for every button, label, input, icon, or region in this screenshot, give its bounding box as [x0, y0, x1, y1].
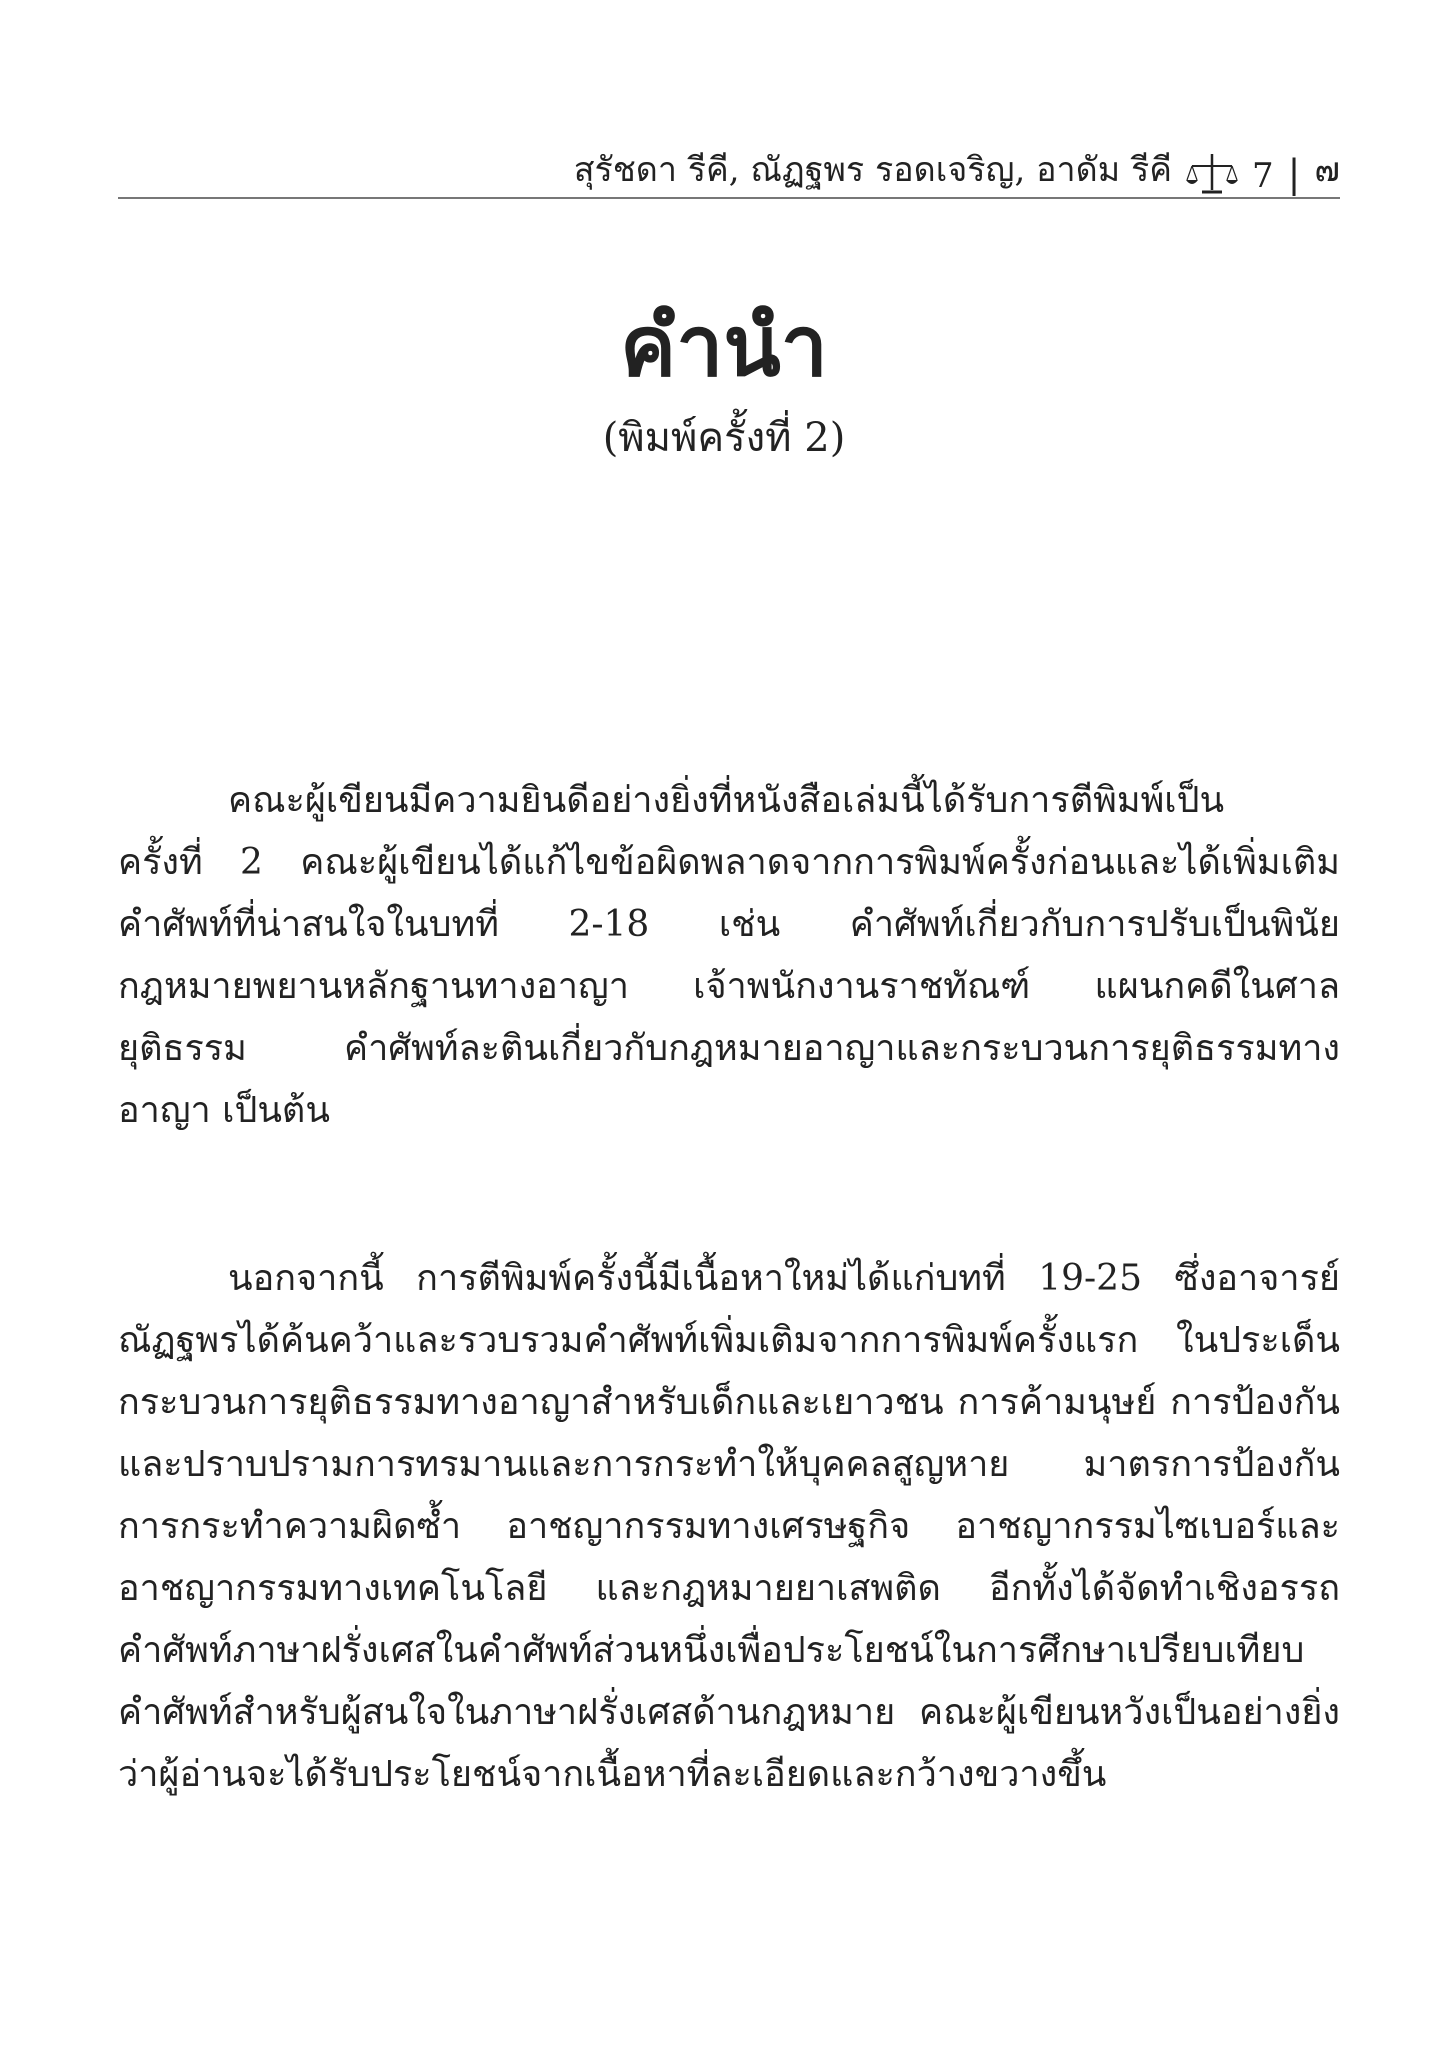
paragraph-line: คณะผู้เขียนมีความยินดีอย่างยิ่งที่หนังสือเล่มนี้ได้รับการตีพิมพ์เป็น	[228, 780, 1225, 821]
paragraph-line: กระบวนการยุติธรรมทางอาญาสำหรับเด็กและเยาวชน การค้ามนุษย์ การป้องกัน	[118, 1382, 1340, 1423]
paragraph-line: นอกจากนี้ การตีพิมพ์ครั้งนี้มีเนื้อหาใหม่ได้แก่บทที่ 19-25 ซึ่งอาจารย์	[228, 1258, 1340, 1299]
page-number: 7	[1251, 156, 1274, 196]
header-authors: สุรัชดา รีคี, ณัฏฐพร รอดเจริญ, อาดัม รีคี	[573, 150, 1172, 190]
paragraph-line: อาชญากรรมทางเทคโนโลยี และกฎหมายยาเสพติด อีกทั้งได้จัดทำเชิงอรรถ	[118, 1568, 1340, 1609]
paragraph-line: ครั้งที่ 2 คณะผู้เขียนได้แก้ไขข้อผิดพลาดจากการพิมพ์ครั้งก่อนและได้เพิ่มเติม	[118, 842, 1340, 883]
paragraph-1	[118, 770, 1340, 1142]
paragraph-2	[118, 1248, 1340, 1806]
paragraph-line: การกระทำความผิดซ้ำ อาชญากรรมทางเศรษฐกิจ อาชญากรรมไซเบอร์และ	[118, 1506, 1340, 1547]
paragraph-line: ยุติธรรม คำศัพท์ละตินเกี่ยวกับกฎหมายอาญาและกระบวนการยุติธรรมทาง	[118, 1028, 1340, 1069]
paragraph-line: คำศัพท์ภาษาฝรั่งเศสในคำศัพท์ส่วนหนึ่งเพื่อประโยชน์ในการศึกษาเปรียบเทียบ	[118, 1630, 1305, 1671]
paragraph-line: กฎหมายพยานหลักฐานทางอาญา เจ้าพนักงานราชทัณฑ์ แผนกคดีในศาล	[118, 966, 1340, 1007]
page-number-separator: |	[1287, 152, 1301, 196]
scales-of-justice-icon	[1186, 152, 1238, 196]
page-subtitle: (พิมพ์ครั้งที่ 2)	[602, 415, 846, 461]
paragraph-line: ณัฏฐพรได้ค้นคว้าและรวบรวมคำศัพท์เพิ่มเติมจากการพิมพ์ครั้งแรก ในประเด็น	[118, 1320, 1340, 1361]
paragraph-line: และปราบปรามการทรมานและการกระทำให้บุคคลสูญหาย มาตรการป้องกัน	[118, 1444, 1340, 1485]
paragraph-line: อาญา เป็นต้น	[118, 1090, 330, 1131]
page-title: คำนำ	[620, 296, 828, 395]
header-rule	[118, 197, 1340, 199]
paragraph-line: คำศัพท์ที่น่าสนใจในบทที่ 2-18 เช่น คำศัพท์เกี่ยวกับการปรับเป็นพินัย	[118, 904, 1340, 945]
paragraph-line: ว่าผู้อ่านจะได้รับประโยชน์จากเนื้อหาที่ละเอียดและกว้างขวางขึ้น	[118, 1754, 1107, 1795]
page-number-thai: ๗	[1314, 150, 1340, 190]
running-header	[118, 140, 1340, 196]
paragraph-line: คำศัพท์สำหรับผู้สนใจในภาษาฝรั่งเศสด้านกฎหมาย คณะผู้เขียนหวังเป็นอย่างยิ่ง	[118, 1692, 1340, 1733]
